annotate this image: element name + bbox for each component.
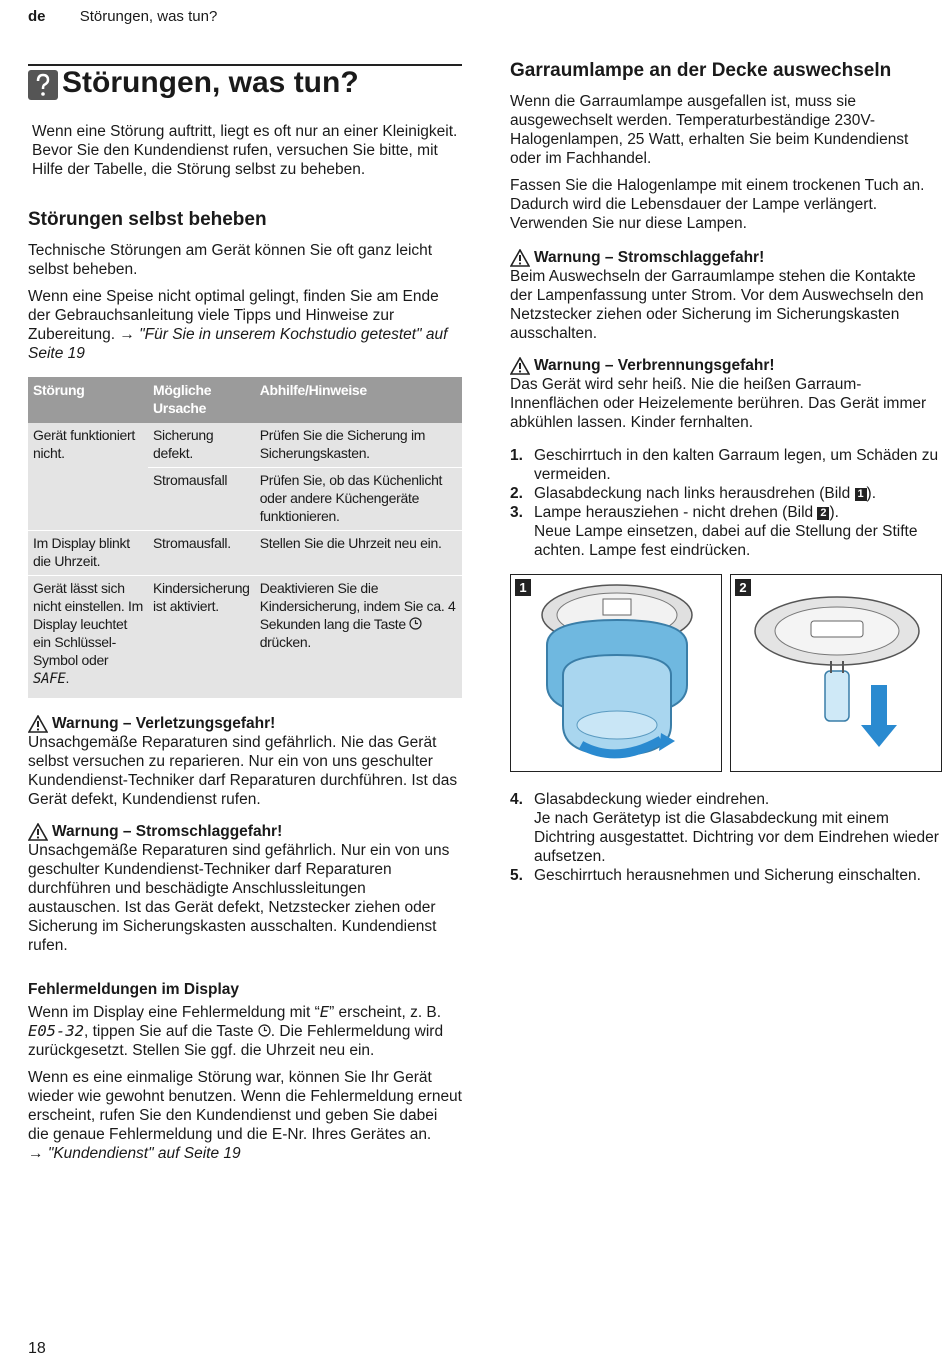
list-item xyxy=(510,866,942,885)
intro-text: Wenn eine Störung auftritt, liegt es oft nur an einer Kleinigkeit. Bevor Sie den Kundendienst rufen, versuchen Sie bitte, mit Hilfe der Tabelle, die Störung selbst zu beheben. xyxy=(32,123,458,178)
right-column xyxy=(510,60,942,899)
text-span: Neue Lampe einsetzen, dabei auf die Stellung der Stifte achten. Lampe fest eindrücken. xyxy=(534,523,918,559)
list-item xyxy=(510,484,942,503)
warning-text: Das Gerät wird sehr heiß. Nie die heißen Garraum-Innenflächen oder Heizelemente berühren. Das Gerät immer abkühlen lassen. Kinder fernhalten. xyxy=(510,376,927,431)
figure-label: 2 xyxy=(735,579,751,596)
warning-title-text: Warnung – Verbrennungsgefahr! xyxy=(534,357,775,374)
page-title: Störungen, was tun? xyxy=(62,66,359,99)
warning-triangle-icon xyxy=(510,249,530,267)
table-row xyxy=(28,423,462,468)
warning-shock xyxy=(28,823,462,955)
warning-text: Unsachgemäße Reparaturen sind gefährlich. Nur ein von uns geschulter Kundendienst-Techniker darf Reparaturen durchführen und beschädigte Anschlussleitungen austauschen. Ist das Gerät defekt, Netzstecker ziehen oder Sicherung im Sicherungskasten ausschalten. Kundendienst rufen. xyxy=(28,842,450,954)
step-number: 2. xyxy=(510,485,523,502)
step-number: 1. xyxy=(510,447,523,464)
text-span: ). xyxy=(829,504,839,521)
lamp-p2: Fassen Sie die Halogenlampe mit einem trockenen Tuch an. Dadurch wird die Lebensdauer der Lampe verlängert. Verwenden Sie nur diese Lampen. xyxy=(510,177,925,232)
text-span: Glasabdeckung nach links herausdrehen (Bild xyxy=(534,485,851,502)
warning-text: Unsachgemäße Reparaturen sind gefährlich. Nie das Gerät selbst versuchen zu reparieren. Nur ein von uns geschulter Kundendienst-Techniker darf Reparaturen durchführen. Ist das Gerät defekt, Kundendienst rufen. xyxy=(28,734,458,808)
table-cell-fix: Stellen Sie die Uhrzeit neu ein. xyxy=(255,531,462,576)
warning-burn xyxy=(510,357,942,432)
steps-list-b xyxy=(510,790,942,885)
error-code-example: E05-32 xyxy=(28,1022,84,1040)
language-code: de xyxy=(28,8,46,25)
table-row xyxy=(28,576,462,699)
lamp-p1: Wenn die Garraumlampe ausgefallen ist, muss sie ausgewechselt werden. Temperaturbeständige 230V-Halogenlampen, 25 Watt, erhalten Sie beim Kundendienst oder im Fachhandel. xyxy=(510,93,909,167)
steps-list-a xyxy=(510,446,942,560)
clock-icon xyxy=(258,1023,271,1040)
table-cell-cause: Sicherung defekt. xyxy=(148,423,255,468)
col-header-cause: Mögliche Ursache xyxy=(148,377,255,423)
error-msgs-p1 xyxy=(28,1003,462,1060)
warning-title-text: Warnung – Stromschlaggefahr! xyxy=(52,823,283,840)
col-header-fault: Störung xyxy=(28,377,148,423)
lamp-cover-illustration xyxy=(511,575,723,771)
table-cell-fault: Gerät funktioniert nicht. xyxy=(28,423,148,531)
cross-reference-link[interactable]: "Kundendienst" auf Seite 19 xyxy=(47,1145,241,1162)
self-fix-heading: Störungen selbst beheben xyxy=(28,209,267,230)
table-cell-cause: Stromausfall. xyxy=(148,531,255,576)
warning-triangle-icon xyxy=(28,823,48,841)
warning-triangle-icon xyxy=(28,715,48,733)
warning-shock xyxy=(510,249,942,343)
figure-ref-badge: 1 xyxy=(855,488,867,501)
title-row xyxy=(28,64,462,100)
text-span: , tippen Sie auf die Taste xyxy=(84,1023,254,1040)
troubleshooting-table xyxy=(28,377,462,699)
step-text: Geschirrtuch herausnehmen und Sicherung einschalten. xyxy=(534,867,921,884)
safe-display-code: SAFE xyxy=(33,671,66,687)
list-item xyxy=(510,503,942,560)
table-cell-fix: Prüfen Sie die Sicherung im Sicherungskasten. xyxy=(255,423,462,468)
table-row xyxy=(28,531,462,576)
text-span: Wenn im Display eine Fehlermeldung mit “ xyxy=(28,1004,320,1021)
table-cell-cause: Kindersicherung ist aktiviert. xyxy=(148,576,255,699)
table-header-row xyxy=(28,377,462,423)
warning-title xyxy=(510,249,942,267)
warning-title-text: Warnung – Stromschlaggefahr! xyxy=(534,249,765,266)
step-text xyxy=(534,484,876,503)
arrow-icon: → xyxy=(119,326,135,343)
halogen-bulb-illustration xyxy=(731,575,943,771)
figure-label: 1 xyxy=(515,579,531,596)
error-code-e: E xyxy=(319,1003,330,1021)
step-number: 3. xyxy=(510,504,523,521)
header-section-title: Störungen, was tun? xyxy=(79,8,218,25)
table-cell-fix: Prüfen Sie, ob das Küchenlicht oder andere Küchengeräte funktionieren. xyxy=(255,468,462,531)
text-span: Je nach Gerätetyp ist die Glasabdeckung mit einem Dichtring ausgestattet. Dichtring vor dem Eindrehen wieder aufsetzen. xyxy=(534,810,939,865)
warning-text: Beim Auswechseln der Garraumlampe stehen die Kontakte der Lampenfassung unter Strom. Vor dem Auswechseln den Netzstecker ziehen oder Sicherung im Sicherungskasten ausschalten. xyxy=(510,268,924,342)
figures xyxy=(510,574,942,772)
warning-title xyxy=(28,823,462,841)
lamp-heading: Garraumlampe an der Decke auswechseln xyxy=(510,60,892,81)
warning-title xyxy=(28,715,462,733)
step-number: 5. xyxy=(510,867,523,884)
fault-text: Gerät lässt sich nicht einstellen. Im Display leuchtet ein Schlüssel-Symbol oder xyxy=(33,580,143,668)
cross-reference-link[interactable]: "Für Sie in unserem Kochstudio getestet" auf Seite 19 xyxy=(28,326,448,362)
step-text xyxy=(534,790,942,866)
list-item xyxy=(510,446,942,484)
fix-text-b: drücken. xyxy=(259,634,311,650)
step-number: 4. xyxy=(510,791,523,808)
col-header-fix: Abhilfe/Hinweise xyxy=(255,377,462,423)
text-span: Lampe herausziehen - nicht drehen (Bild xyxy=(534,504,814,521)
fix-text-a: Deaktivieren Sie die Kindersicherung, indem Sie ca. 4 Sekunden lang die Taste xyxy=(259,580,456,632)
error-msgs-p2 xyxy=(28,1068,462,1163)
step-text xyxy=(534,503,942,560)
figure-ref-badge: 2 xyxy=(817,507,829,520)
table-cell-fault: Gerät lässt sich nicht einstellen. Im Display leuchtet ein Schlüssel-Symbol oder SAFE. xyxy=(28,576,148,699)
step-text: Geschirrtuch in den kalten Garraum legen, um Schäden zu vermeiden. xyxy=(534,447,939,483)
figure-2 xyxy=(730,574,942,772)
self-fix-p2 xyxy=(28,287,462,363)
self-fix-p1: Technische Störungen am Gerät können Sie oft ganz leicht selbst beheben. xyxy=(28,242,433,278)
clock-icon xyxy=(409,616,422,632)
error-msgs-heading: Fehlermeldungen im Display xyxy=(28,981,240,998)
arrow-icon: → xyxy=(28,1145,44,1162)
page-header xyxy=(28,8,217,25)
page-number: 18 xyxy=(28,1340,46,1357)
table-cell-fault: Im Display blinkt die Uhrzeit. xyxy=(28,531,148,576)
self-fix-p2-text: Wenn eine Speise nicht optimal gelingt, finden Sie am Ende der Gebrauchsanleitung viele Tipps und Hinweise zur Zubereitung. xyxy=(28,288,439,343)
figure-1 xyxy=(510,574,722,772)
warning-injury xyxy=(28,715,462,809)
text-span: ” erscheint, z. B. xyxy=(329,1004,442,1021)
warning-triangle-icon xyxy=(510,357,530,375)
text-span: Wenn es eine einmalige Störung war, können Sie Ihr Gerät wieder wie gewohnt benutzen. Wenn die Fehlermeldung erneut erscheint, rufen Sie den Kundendienst und geben Sie dabei die genaue Fehlermeldung und die E-Nr. Ihres Gerätes an. xyxy=(28,1069,462,1143)
left-column xyxy=(28,64,462,1171)
warning-title-text: Warnung – Verletzungsgefahr! xyxy=(52,715,276,732)
warning-title xyxy=(510,357,942,375)
text-span: . Die Fehlermeldung wird zurückgesetzt. Stellen Sie ggf. die Uhrzeit neu ein. xyxy=(28,1023,444,1059)
text-span: Glasabdeckung wieder eindrehen. xyxy=(534,791,770,808)
question-icon xyxy=(28,70,58,100)
table-cell-cause: Stromausfall xyxy=(148,468,255,531)
list-item xyxy=(510,790,942,866)
table-cell-fix xyxy=(255,576,462,699)
text-span: ). xyxy=(866,485,877,502)
